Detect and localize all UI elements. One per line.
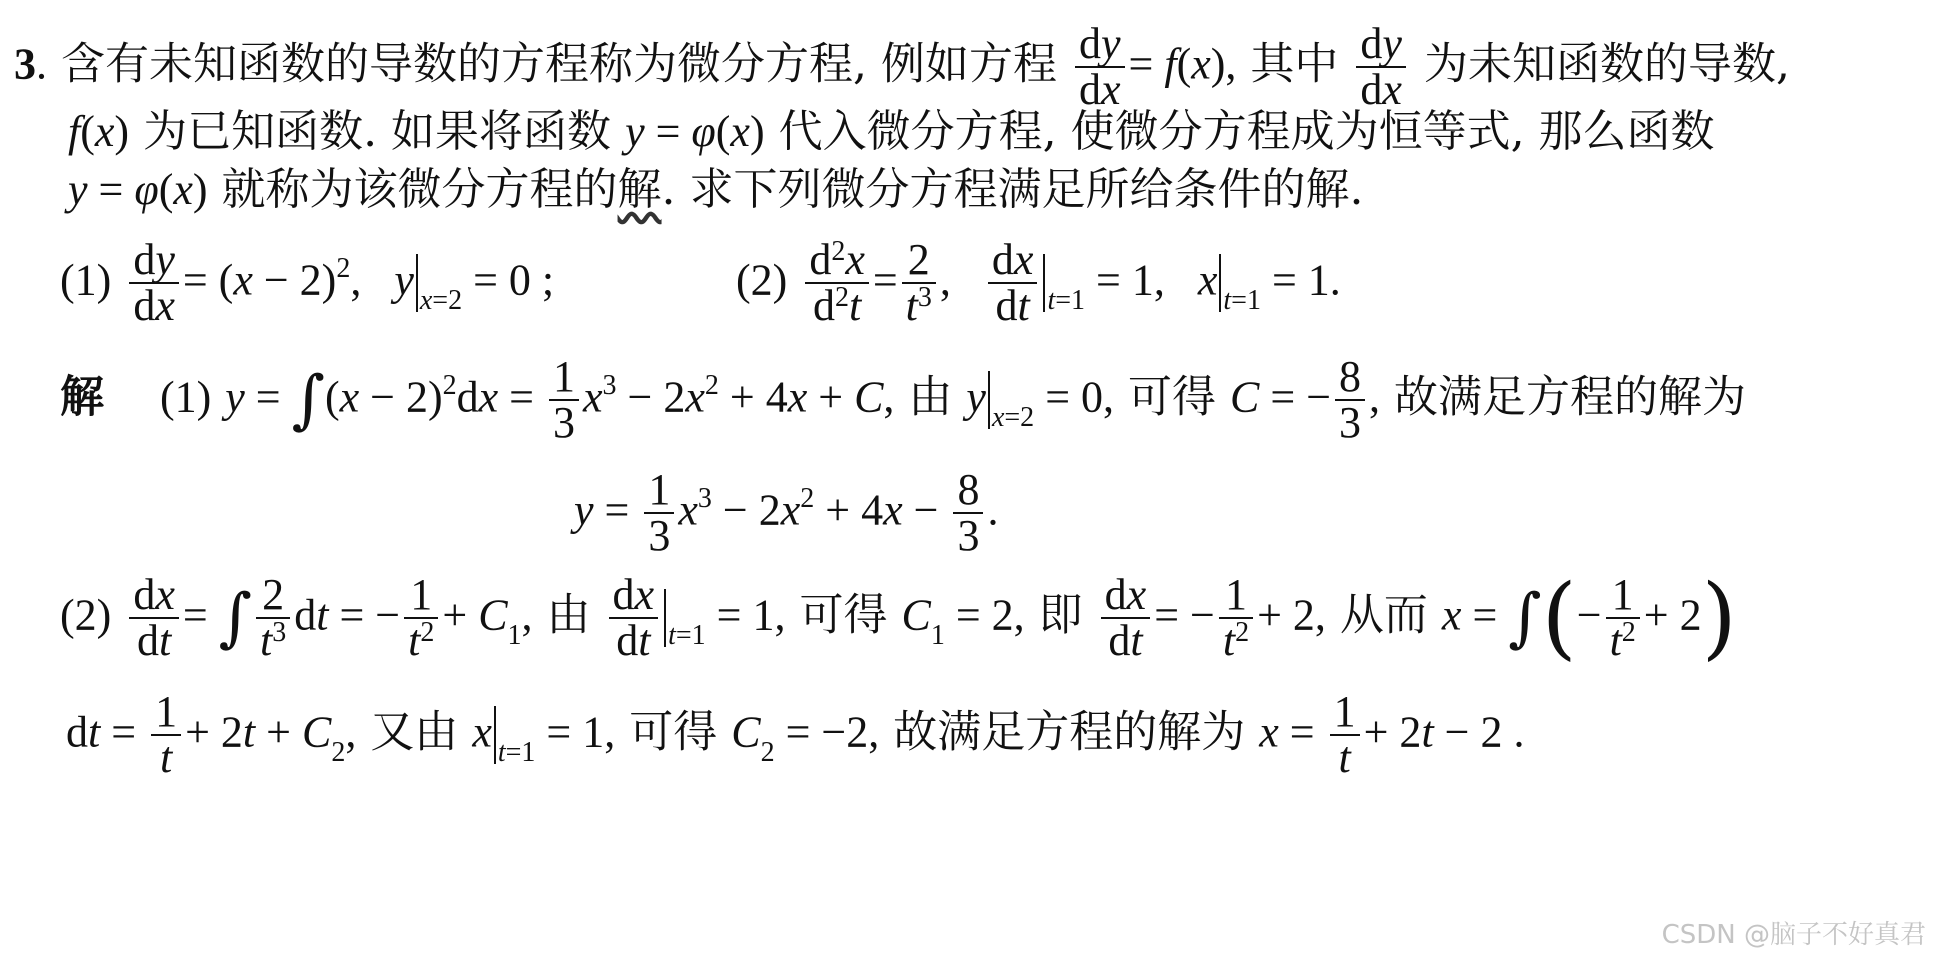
problem-line-2: f(x) 为已知函数. 如果将函数 y = φ(x) 代入微分方程, 使微分方程成为恒等式, 那么函数 [68, 106, 1715, 157]
problem-text-2a: 为已知函数. 如果将函数 [143, 106, 612, 157]
solution-1-text-a: 由 [908, 371, 953, 423]
solution-2-text-c: 即 [1038, 589, 1083, 641]
solution-2-label: (2) [60, 590, 112, 640]
problem-text-1c: 为未知函数的导数, [1423, 38, 1790, 90]
solution-2-text-d: 从而 [1339, 589, 1428, 641]
problem-text-3b: . 求下列微分方程满足所给条件的解. [661, 164, 1364, 215]
solution-1-text-c: 故满足方程的解为 [1394, 371, 1747, 423]
fraction-dy-dx-2: $\frac{dy}{dx}$ [1356, 22, 1406, 112]
csdn-watermark: CSDN @脑子不好真君 [1661, 920, 1926, 950]
solution-part-2-line-2: dt = $\frac{1}{t}$ + $2t + C_2$, 又由 x $_{t=1}$ = 1, 可得 $C_2 = -2$, 故满足方程的解为 x = $\frac{1}{t}$ + 2t − 2 . [66, 687, 1525, 782]
solution-2-line2-c: 故满足方程的解为 [893, 706, 1246, 758]
problem-text-1b: 其中 [1250, 38, 1339, 90]
part-1: (1) $\frac{dy}{dx}$ = $(x - 2)^2$, y $_{x=2}$ = 0 ; [60, 235, 555, 330]
solution-2-line2-a: 又由 [370, 706, 459, 758]
part-2: (2) $\frac{d^2x}{d^2t}$ = $\frac{2}{t^3}$ , $\frac{dx}{dt}$ $_{t=1}$ = 1, x $_{t=1}$ = 1. [736, 235, 1341, 330]
problem-text-jie: 解 [617, 164, 662, 215]
solution-2-text-a: 由 [546, 589, 591, 641]
solution-1-result: y = $\frac{1}{3}$ $x^3 - 2x^2 + 4x$ − $\frac{8}{3}$ . [574, 465, 999, 560]
solution-2-text-b: 可得 [799, 589, 888, 641]
part-1-label: (1) [60, 255, 112, 305]
part-2-label: (2) [736, 255, 788, 305]
problem-text-3a: 就称为该微分方程的 [221, 164, 618, 215]
solution-part-1: 解 (1) $y = \int(x - 2)^2dx$ = $\frac{1}{3}$ $x^3 - 2x^2 + 4x + C$, 由 y $_{x=2}$ = 0, 可得 C = − $\frac{8}{3}$ , 故满足方程的解为 [60, 352, 1747, 447]
problem-line-3: y = φ(x) 就称为该微分方程的解. 求下列微分方程满足所给条件的解. [68, 164, 1364, 215]
fraction-dy-dx: $\frac{dy}{dx}$ [1075, 22, 1125, 112]
problem-text-2b: 代入微分方程, 使微分方程成为恒等式, 那么函数 [778, 106, 1715, 157]
solution-part-2: (2) $\frac{dx}{dt}$ = ∫ $\frac{2}{t^3}$ dt = − $\frac{1}{t^2}$ + $C_1$, 由 $\frac{dx}{dt}$ $_{t=1}$ = 1, 可得 $C_1 = 2$, 即 $\frac{dx}{dt}$ = − $\frac{1}{t^2}$ + 2, 从而 x = ∫(− $\frac{1}{t^2}$ + 2) [60, 565, 1737, 670]
solution-1-label: (1) [159, 372, 212, 422]
problem-line-1: 3. 含有未知函数的导数的方程称为微分方程, 例如方程 $\frac{dy}{dx}$ = f(x), 其中 $\frac{dy}{dx}$ 为未知函数的导数, [14, 19, 1790, 114]
solution-label: 解 [60, 371, 104, 423]
solution-2-line2-b: 可得 [629, 706, 718, 758]
solution-1-text-b: 可得 [1128, 371, 1217, 423]
problem-text-1a: 含有未知函数的导数的方程称为微分方程, 例如方程 [61, 38, 1057, 90]
problem-number: 3 [14, 39, 36, 89]
